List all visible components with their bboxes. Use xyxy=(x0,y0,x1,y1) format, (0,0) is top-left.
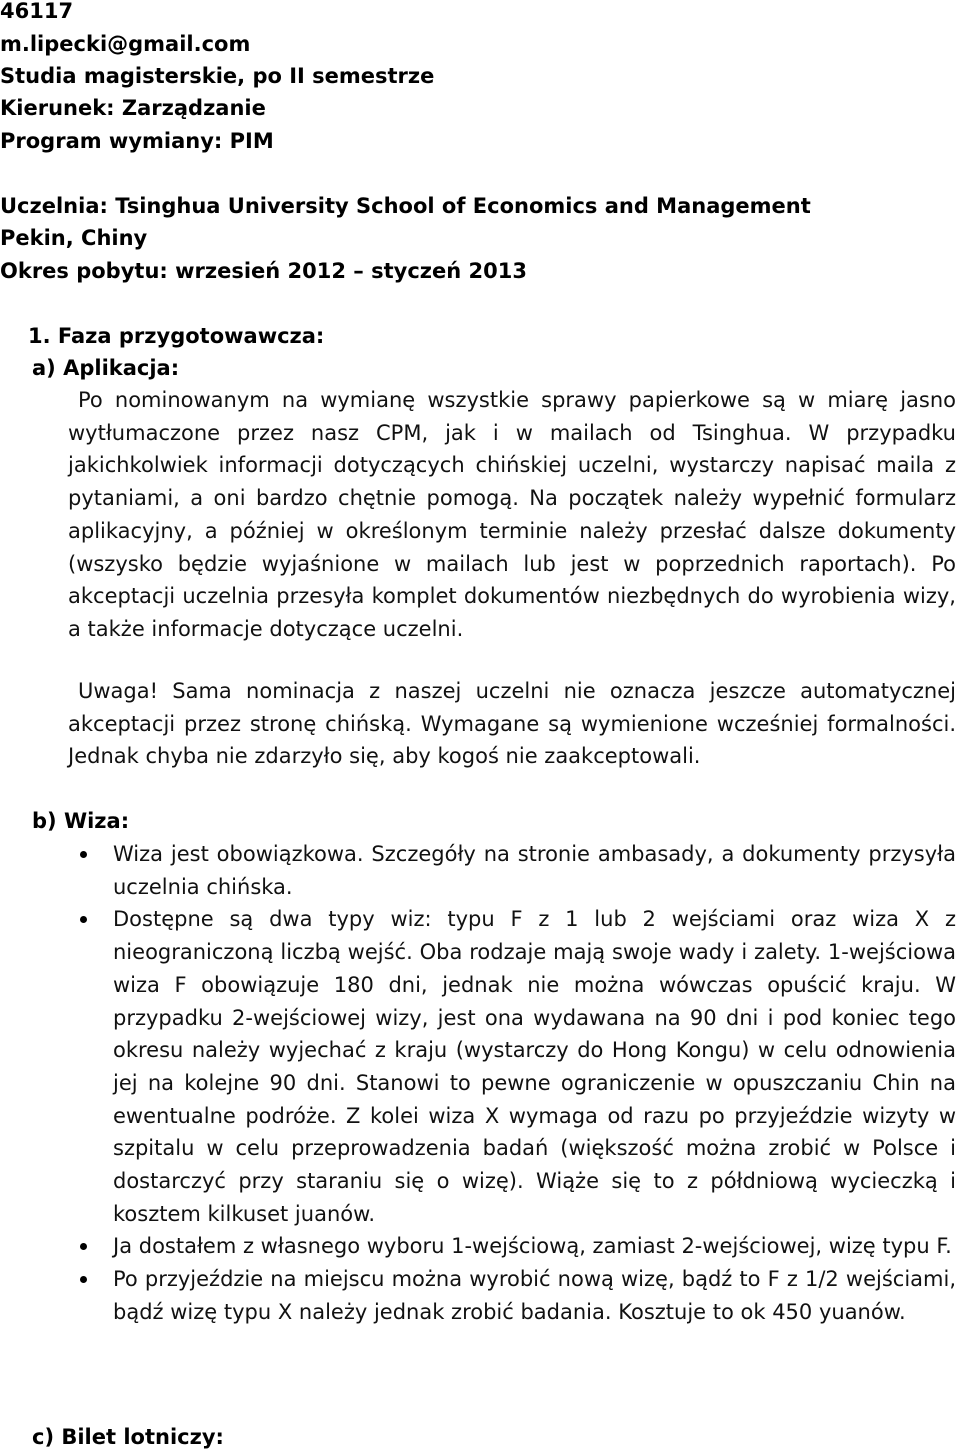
exchange-program: Program wymiany: PIM xyxy=(0,129,274,153)
list-item-text: Dostępne są dwa typy wiz: typu F z 1 lub 2 wejściami oraz wiza X z nieograniczoną liczbą wejść. Oba rodzaje mają swoje wady i zalety. 1-wejściowa wiza F obowiązuje 180 dni, jednak nie można wówczas opuścić kraju. W przypadku 2-wejściowej wizy, jest ona wydawana na 90 dni i pod koniec tego okresu należy wyjechać z kraju (wystarczy do Hong Kongu) w celu odnowienia jej na kolejne 90 dni. Stanowi to pewne ograniczenie w opuszczaniu Chin na ewentualne podróże. Z kolei wiza X wymaga od razu po przyjeździe wizyty w szpitalu w celu przeprowadzenia badań (większość można zrobić w Polsce i dostarczyć przy staraniu się o wizę). Wiąże się to z półdniową wycieczką i kosztem kilkuset juanów. xyxy=(113,907,956,1226)
bullet-icon xyxy=(80,1276,87,1283)
list-item-text: Po przyjeździe na miejscu można wyrobić nową wizę, bądź to F z 1/2 wejściami, bądź wizę typu X należy jednak zrobić badania. Kosztuje to ok 450 yuanów. xyxy=(113,1267,956,1324)
list-item-text: Wiza jest obowiązkowa. Szczegóły na stronie ambasady, a dokumenty przysyła uczelnia chińska. xyxy=(113,842,956,899)
list-item xyxy=(68,1230,956,1263)
section-heading-preparation: 1. Faza przygotowawcza: xyxy=(28,324,325,348)
application-paragraph-text: Po nominowanym na wymianę wszystkie sprawy papierkowe są w miarę jasno wytłumaczone przez nasz CPM, jak i w mailach od Tsinghua. W przypadku jakichkolwiek informacji dotyczących chińskiej uczelni, wystarczy napisać maila z pytaniami, a oni bardzo chętnie pomogą. Na początek należy wypełnić formularz aplikacyjny, a później w określonym terminie należy przesłać dalsze dokumenty (wszysko będzie wyjaśnione w mailach lub jest w poprzednich raportach). Po akceptacji uczelnia przesyła komplet dokumentów niezbędnych do wyrobienia wizy, a także informacje dotyczące uczelni. xyxy=(68,388,956,641)
location: Pekin, Chiny xyxy=(0,226,148,250)
bullet-icon xyxy=(80,851,87,858)
study-level: Studia magisterskie, po II semestrze xyxy=(0,64,435,88)
note-paragraph-text: Uwaga! Sama nominacja z naszej uczelni nie oznacza jeszcze automatycznej akceptacji przez stronę chińską. Wymagane są wymienione wcześniej formalności. Jednak chyba nie zdarzyło się, aby kogoś nie zaakceptowali. xyxy=(68,679,956,769)
visa-bullet-list xyxy=(68,838,956,1329)
subheading-flight-ticket: c) Bilet lotniczy: xyxy=(32,1425,224,1449)
field-of-study: Kierunek: Zarządzanie xyxy=(0,96,266,120)
subheading-application: a) Aplikacja: xyxy=(32,356,180,380)
list-item-text: Ja dostałem z własnego wyboru 1-wejściową, zamiast 2-wejściowej, wizę typu F. xyxy=(113,1234,952,1259)
note-paragraph xyxy=(68,675,956,773)
application-paragraph xyxy=(68,384,956,646)
list-item xyxy=(68,1263,956,1328)
id-number: 46117 xyxy=(0,0,74,23)
university: Uczelnia: Tsinghua University School of Economics and Management xyxy=(0,194,811,218)
list-item xyxy=(68,838,956,903)
bullet-icon xyxy=(80,1243,87,1250)
subheading-visa: b) Wiza: xyxy=(32,809,130,833)
email: m.lipecki@gmail.com xyxy=(0,32,251,56)
bullet-icon xyxy=(80,916,87,923)
list-item xyxy=(68,903,956,1230)
stay-period: Okres pobytu: wrzesień 2012 – styczeń 2013 xyxy=(0,259,527,283)
